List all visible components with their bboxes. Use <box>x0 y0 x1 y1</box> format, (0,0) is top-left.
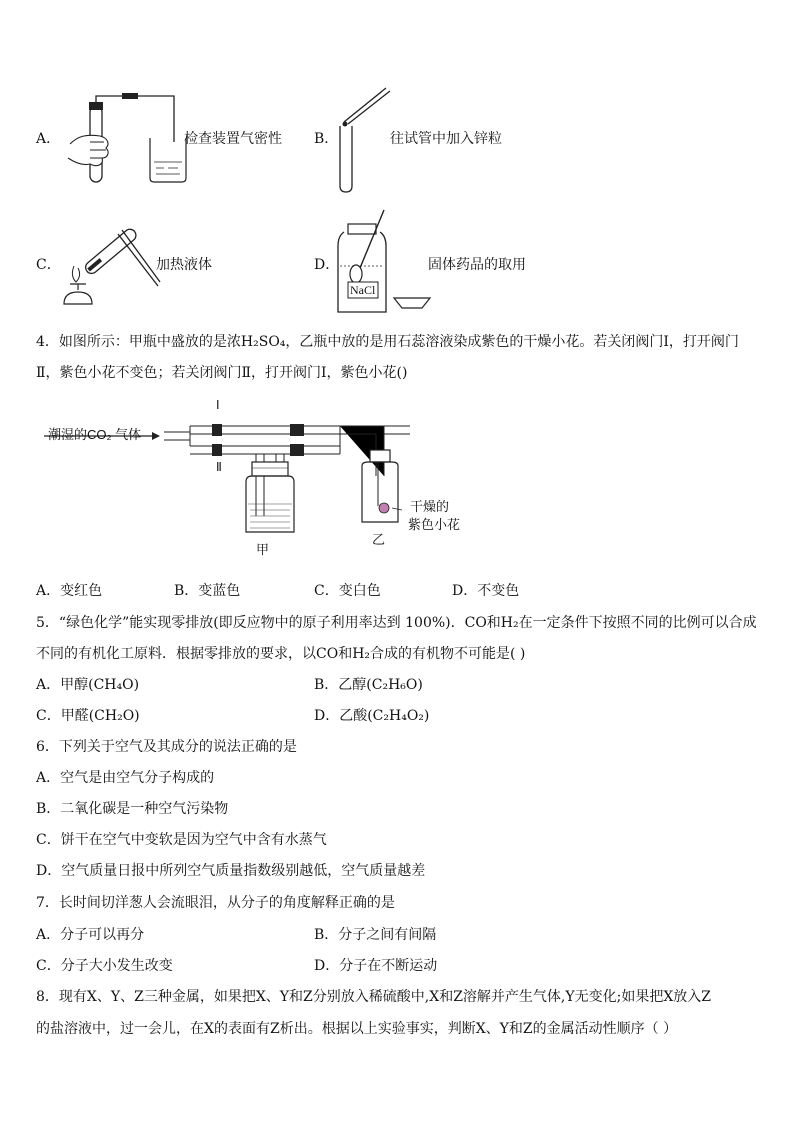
q3-option-d-caption: 固体药品的取用 <box>428 257 526 273</box>
valve-2-label: Ⅱ <box>216 460 222 474</box>
flower-label-2: 紫色小花 <box>408 517 461 532</box>
q6-option-c: C．饼干在空气中变软是因为空气中含有水蒸气 <box>36 832 327 848</box>
q4-stem-line2: Ⅱ，紫色小花不变色；若关闭阀门Ⅱ，打开阀门Ⅰ，紫色小花() <box>36 365 408 381</box>
q5-option-a: A．甲醇(CH₄O) <box>36 677 140 693</box>
q7-option-c: C．分子大小发生改变 <box>36 958 173 974</box>
q3-option-a-caption: 检查装置气密性 <box>184 131 282 147</box>
q4-option-b: B．变蓝色 <box>174 583 241 599</box>
valve-1-label: Ⅰ <box>216 398 220 412</box>
q5-option-c: C．甲醛(CH₂O) <box>36 708 140 724</box>
q3-option-c-letter: C． <box>36 257 61 273</box>
bottle-yi-label: 乙 <box>372 532 386 547</box>
q4-stem-line1: 4．如图所示：甲瓶中盛放的是浓H₂SO₄，乙瓶中放的是用石蕊溶液染成紫色的干燥小花。若关闭阀门Ⅰ，打开阀门 <box>36 334 739 350</box>
nacl-label: NaCl <box>350 283 376 297</box>
q3-option-d-letter: D． <box>314 257 340 273</box>
q4-option-a: A．变红色 <box>36 583 103 599</box>
q4-option-d: D．不变色 <box>452 583 520 599</box>
gas-label: 潮湿的CO₂ 气体 <box>48 427 142 442</box>
q6-stem: 6．下列关于空气及其成分的说法正确的是 <box>36 739 297 755</box>
q3-option-b-letter: B． <box>314 131 339 147</box>
heating-liquid-icon <box>60 212 160 312</box>
q7-option-d: D．分子在不断运动 <box>314 958 438 974</box>
add-zinc-granules-icon <box>336 84 396 196</box>
q6-option-b: B．二氧化碳是一种空气污染物 <box>36 801 229 817</box>
solid-reagent-retrieval-icon <box>334 206 430 318</box>
gas-tightness-apparatus-icon <box>60 92 190 188</box>
q3-option-b-caption: 往试管中加入锌粒 <box>390 131 502 147</box>
q7-option-a: A．分子可以再分 <box>36 927 145 943</box>
q8-stem-line1: 8．现有X、Y、Z三种金属，如果把X、Y和Z分别放入稀硫酸中,X和Z溶解并产生气体,Y无变化;如果把X放入Z <box>36 989 712 1005</box>
co2-apparatus-diagram <box>40 396 470 556</box>
bottle-jia-label: 甲 <box>256 542 270 557</box>
q6-option-a: A．空气是由空气分子构成的 <box>36 770 215 786</box>
q4-option-c: C．变白色 <box>314 583 381 599</box>
q7-stem: 7．长时间切洋葱人会流眼泪，从分子的角度解释正确的是 <box>36 895 395 911</box>
q3-option-c-caption: 加热液体 <box>156 257 212 273</box>
flower-label-1: 干燥的 <box>410 499 450 514</box>
q5-option-d: D．乙酸(C₂H₄O₂) <box>314 708 430 724</box>
q5-option-b: B．乙醇(C₂H₆O) <box>314 677 423 693</box>
q8-stem-line2: 的盐溶液中，过一会儿，在X的表面有Z析出。根据以上实验事实，判断X、Y和Z的金属活动性顺序（ ） <box>36 1021 678 1037</box>
q7-option-b: B．分子之间有间隔 <box>314 927 437 943</box>
q5-stem-line1: 5．“绿色化学”能实现零排放(即反应物中的原子利用率达到 100%)．CO和H₂在一定条件下按照不同的比例可以合成 <box>36 615 757 631</box>
q6-option-d: D．空气质量日报中所列空气质量指数级别越低，空气质量越差 <box>36 863 426 879</box>
q3-option-a-letter: A． <box>36 131 61 147</box>
q5-stem-line2: 不同的有机化工原料．根据零排放的要求，以CO和H₂合成的有机物不可能是( ) <box>36 646 526 662</box>
